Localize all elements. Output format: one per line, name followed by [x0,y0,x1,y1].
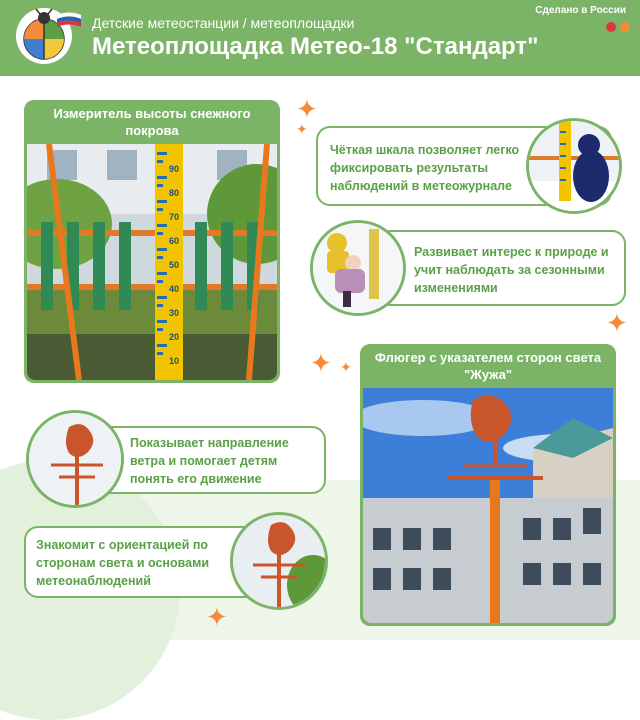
scale-number: 20 [169,332,180,342]
scale-number: 10 [169,356,180,366]
sparkle-icon: ✦ [310,348,332,378]
russia-flag-icon [56,12,82,35]
scale-number: 70 [169,212,180,222]
feature-text: Знакомит с ориентацией по сторонам света и основами метеонаблюдений [36,538,210,588]
sparkle-icon: ✦ [296,94,318,124]
feature-text: Развивает интерес к природе и учит наблюдать за сезонными изменениями [414,245,609,295]
snow-gauge-panel [24,100,280,383]
scale-number: 50 [169,260,180,270]
red-dot-icon [606,22,616,32]
scale-number: 90 [169,164,180,174]
feature-photo-scale [526,118,622,214]
scale-number: 40 [169,284,180,294]
scale-number: 80 [169,188,180,198]
feature-text: Показывает направление ветра и помогает детям понять его движение [130,436,289,486]
made-in-russia-label: Сделано в России [535,5,626,16]
feature-photo-interest [310,220,406,316]
snow-gauge-title: Измеритель высоты снежного покрова [53,106,251,138]
wind-vane-photo [363,388,613,623]
orange-dot-icon [620,22,630,32]
sparkle-icon: ✦ [340,359,352,375]
feature-photo-wind [26,410,124,508]
page-title: Метеоплощадка Метео-18 "Стандарт" [92,33,539,60]
sparkle-icon: ✦ [206,602,228,632]
snow-gauge-photo [27,144,277,380]
header-subtitle: Детские метеостанции / метеоплощадки [92,15,355,31]
sparkle-icon: ✦ [296,121,308,137]
wind-vane-title: Флюгер с указателем сторон света "Жужа" [374,350,602,382]
scale-number: 30 [169,308,180,318]
wind-vane-panel [360,344,616,626]
feature-text: Чёткая шкала позволяет легко фиксировать результаты наблюдений в метеожурнале [330,143,520,193]
scale-number: 60 [169,236,180,246]
feature-photo-orientation [230,512,328,610]
sparkle-icon: ✦ [606,308,628,338]
